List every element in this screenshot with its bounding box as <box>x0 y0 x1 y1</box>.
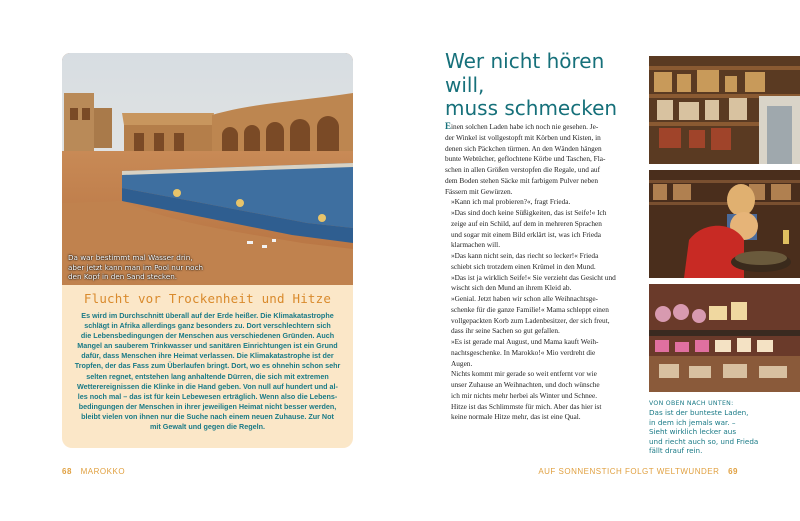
folio-right <box>538 467 738 476</box>
soap-market-photo <box>649 284 800 392</box>
story-line: keine normale Hitze mehr, das ist eine Qual. <box>451 412 581 422</box>
info-line: Es wird im Durchschnitt überall auf der Erde heißer. Die Klimakatastrophe <box>81 311 334 320</box>
story-text <box>445 121 643 423</box>
chapter-title-line: Wer nicht hören will, <box>445 49 605 97</box>
folio-left <box>62 467 125 476</box>
story-paragraph <box>445 197 643 208</box>
story-line: bunte Webtücher, geflochtene Körbe und Taschen, Fla- <box>445 154 606 164</box>
caption-line: aber jetzt kann man im Pool nur noch <box>68 262 204 272</box>
chapter-title-line: muss schmecken <box>445 96 618 120</box>
chapter-title <box>445 50 645 121</box>
story-line: »Genial. Jetzt haben wir schon alle Weihnachtsge- <box>451 294 598 303</box>
info-box-text <box>72 311 343 432</box>
story-line: »Das sind doch keine Süßigkeiten, das ist Seife!« Ich <box>451 208 607 217</box>
story-line: Hitze ist das Schlimmste für mich. Aber das hier ist <box>451 401 602 411</box>
info-line: bedingungen der Menschen in ihrer jeweiligen Heimat nicht besser werden, <box>78 401 337 411</box>
shop-shelves-photo <box>649 56 800 164</box>
story-line: »Es ist gerade mal August, und Mama kauft Weih- <box>451 337 599 346</box>
story-line: Augen. <box>451 358 473 368</box>
info-line: bleibt vielen von ihnen nur die Suche nach einem neuen Zuhause. Zur Not <box>81 411 334 421</box>
photo-column-caption <box>649 399 800 455</box>
story-paragraph <box>445 208 643 251</box>
running-head-right: AUF SONNENSTICH FOLGT WELTWUNDER <box>538 467 720 476</box>
info-box <box>62 285 353 448</box>
caption-line: Sieht wirklich lecker aus <box>649 427 737 437</box>
running-head-left: MAROKKO <box>80 467 126 476</box>
info-line: Wetterereignissen die Klinke in die Hand geben. Von null auf hundert und al- <box>77 381 338 391</box>
story-line: »Das kann nicht sein, das riecht so lecker!« Frieda <box>451 251 599 260</box>
story-line: dass ihr seine Sachen so gut gefallen. <box>451 326 560 336</box>
story-line: ich mir nichts mehr herbei als Winter und Schnee. <box>451 390 598 400</box>
caption-line: den Kopf in den Sand stecken. <box>68 272 178 282</box>
info-line: Mangel an sauberem Trinkwasser und sanitären Einrichtungen ist ein Grund <box>77 341 338 351</box>
info-line: les noch mal – das ist für kein Lebewesen erträglich. Wenn also die Lebens- <box>77 391 338 401</box>
story-paragraph <box>445 337 643 369</box>
story-line: und sogar mit einem Bild erklärt ist, was ich Frieda <box>451 229 601 239</box>
info-box-title: Flucht vor Trockenheit und Hitze <box>83 291 332 306</box>
page-number-right: 69 <box>728 467 738 476</box>
story-paragraph <box>445 121 643 197</box>
info-line: selten regnet, entstehen lang anhaltende Dürren, die sich mit extremen <box>86 371 329 381</box>
story-line: unser Zuhause an Weihnachten, und doch wünsche <box>451 380 600 389</box>
desert-pool-photo <box>62 53 353 285</box>
caption-line: Das ist der bunteste Laden, <box>649 408 749 418</box>
info-line: Tropfen, der das Fass zum Überlaufen bringt. Dort, wo es ohnehin schon sehr <box>74 361 341 371</box>
photo-caption <box>68 253 268 282</box>
story-line: schenke für die ganze Familie!« Mama schleppt einen <box>451 304 609 314</box>
story-line: klarmachen will. <box>451 240 501 250</box>
page-number-left: 68 <box>62 467 72 476</box>
caption-line: fällt drauf rein. <box>649 446 703 456</box>
info-line: dafür, dass Menschen ihre Heimat verlassen. Die Klimakatastrophe ist der <box>81 351 334 361</box>
story-line: der Winkel ist vollgestopft mit Körben und Kisten, in <box>445 132 601 142</box>
story-line: Nichts kommt mir gerade so weit entfernt vor wie <box>451 369 597 379</box>
caption-line: Da war bestimmt mal Wasser drin, <box>68 253 193 262</box>
children-photo <box>649 170 800 278</box>
story-line: denen sich Päckchen türmen. An den Wänden hängen <box>445 143 602 153</box>
story-line: dem Boden stehen Säcke mit farbigem Pulver neben <box>445 175 598 185</box>
story-line: Einen solchen Laden habe ich noch nie gesehen. Je- <box>445 121 599 131</box>
story-line: nachtsgeschenke. In Marokko!« Mio verdreht die <box>451 347 596 357</box>
story-line: zeige auf ein Schild, auf dem in mehreren Sprachen <box>451 218 602 228</box>
story-paragraph <box>445 251 643 294</box>
drop-cap: E <box>445 121 452 131</box>
story-line: schen in allen Größen verstopfen die Regale, und auf <box>445 165 601 174</box>
caption-line: und riecht auch so, und Frieda <box>649 436 759 446</box>
story-line: wischt sich den Mund an ihrem Kleid ab. <box>451 283 572 293</box>
story-line: »Das ist ja wirklich Seife!« Sie verzieht das Gesicht und <box>451 272 616 282</box>
info-line: mit Gewalt und gegen die Regeln. <box>149 422 265 432</box>
story-line: Fässern mit Gewürzen. <box>445 186 513 196</box>
info-line: die Lebensbedingungen der Menschen aus verschiedenen Gründen. Auch <box>80 331 335 341</box>
caption-line: in dem ich jemals war. – <box>649 417 736 427</box>
story-paragraph <box>445 294 643 337</box>
story-line: vollgepackten Korb zum Ladenbesitzer, der sich freut, <box>451 315 610 325</box>
story-paragraph <box>445 369 643 423</box>
story-line: »Kann ich mal probieren?«, fragt Frieda. <box>451 197 571 207</box>
info-line: schlägt in Afrika allerdings ganz besonders zu. Dort verschlechtern sich <box>84 321 331 331</box>
caption-heading: VON OBEN NACH UNTEN: <box>649 400 734 407</box>
story-line: schiebt sich trotzdem einen Krümel in den Mund. <box>451 261 596 271</box>
